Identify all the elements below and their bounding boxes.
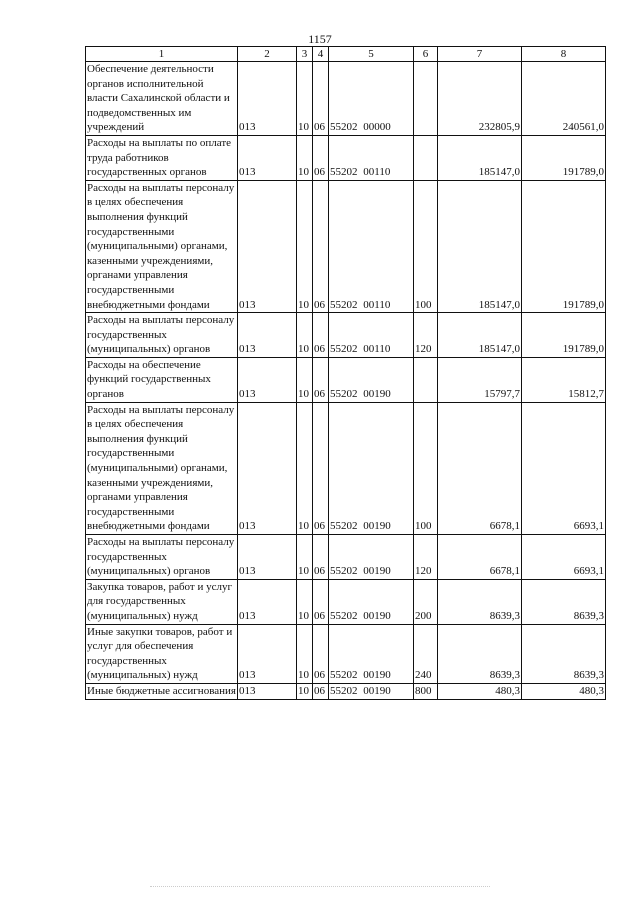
table-row: [86, 180, 606, 312]
section-code-cell: 10: [297, 135, 313, 180]
amount-year-1-cell: 15797,7: [438, 357, 522, 402]
row-name-cell: Расходы на выплаты по оплате труда работников государственных органов: [86, 135, 238, 180]
column-header: 8: [522, 47, 606, 62]
budget-table: [85, 46, 606, 700]
ministry-code-cell: 013: [238, 357, 297, 402]
section-code-cell: 10: [297, 313, 313, 358]
column-header: 4: [313, 47, 329, 62]
subsection-code-cell: 06: [313, 135, 329, 180]
ministry-code-cell: 013: [238, 62, 297, 136]
amount-year-1-cell: 185147,0: [438, 313, 522, 358]
subsection-code-cell: 06: [313, 402, 329, 534]
target-article-cell: 55202 00190: [329, 683, 414, 699]
subsection-code-cell: 06: [313, 683, 329, 699]
column-header: 5: [329, 47, 414, 62]
target-article-cell: 55202 00190: [329, 357, 414, 402]
section-code-cell: 10: [297, 683, 313, 699]
scan-artifact: [150, 886, 490, 889]
amount-year-1-cell: 6678,1: [438, 535, 522, 580]
expense-type-cell: [414, 357, 438, 402]
target-article-cell: 55202 00110: [329, 180, 414, 312]
ministry-code-cell: 013: [238, 579, 297, 624]
subsection-code-cell: 06: [313, 180, 329, 312]
ministry-code-cell: 013: [238, 180, 297, 312]
page-number: 1157: [308, 32, 332, 46]
row-name-cell: Расходы на выплаты персоналу в целях обеспечения выполнения функций государственными (муниципальными) органами, казенными учреждениями, органами управления государственными внебюджетными фондами: [86, 180, 238, 312]
column-header: 6: [414, 47, 438, 62]
expense-type-cell: 100: [414, 180, 438, 312]
target-article-cell: 55202 00110: [329, 313, 414, 358]
target-article-cell: 55202 00000: [329, 62, 414, 136]
row-name-cell: Расходы на обеспечение функций государственных органов: [86, 357, 238, 402]
amount-year-1-cell: 232805,9: [438, 62, 522, 136]
amount-year-2-cell: 191789,0: [522, 180, 606, 312]
subsection-code-cell: 06: [313, 62, 329, 136]
amount-year-2-cell: 191789,0: [522, 313, 606, 358]
row-name-cell: Обеспечение деятельности органов исполнительной власти Сахалинской области и подведомственных им учреждений: [86, 62, 238, 136]
target-article-cell: 55202 00190: [329, 624, 414, 683]
section-code-cell: 10: [297, 62, 313, 136]
expense-type-cell: 800: [414, 683, 438, 699]
subsection-code-cell: 06: [313, 357, 329, 402]
expense-type-cell: [414, 135, 438, 180]
amount-year-2-cell: 6693,1: [522, 535, 606, 580]
expense-type-cell: 200: [414, 579, 438, 624]
amount-year-1-cell: 8639,3: [438, 624, 522, 683]
amount-year-2-cell: 8639,3: [522, 624, 606, 683]
ministry-code-cell: 013: [238, 683, 297, 699]
section-code-cell: 10: [297, 535, 313, 580]
column-header: 7: [438, 47, 522, 62]
expense-type-cell: 120: [414, 535, 438, 580]
ministry-code-cell: 013: [238, 135, 297, 180]
row-name-cell: Расходы на выплаты персоналу в целях обеспечения выполнения функций государственными (муниципальными) органами, казенными учреждениями, органами управления государственными внебюджетными фондами: [86, 402, 238, 534]
row-name-cell: Расходы на выплаты персоналу государственных (муниципальных) органов: [86, 313, 238, 358]
section-code-cell: 10: [297, 579, 313, 624]
table-row: [86, 357, 606, 402]
amount-year-2-cell: 240561,0: [522, 62, 606, 136]
expense-type-cell: 100: [414, 402, 438, 534]
expense-type-cell: 240: [414, 624, 438, 683]
ministry-code-cell: 013: [238, 402, 297, 534]
amount-year-2-cell: 480,3: [522, 683, 606, 699]
column-header: 1: [86, 47, 238, 62]
row-name-cell: Иные бюджетные ассигнования: [86, 683, 238, 699]
table-row: [86, 624, 606, 683]
table-body: [86, 62, 606, 700]
amount-year-2-cell: 191789,0: [522, 135, 606, 180]
amount-year-1-cell: 185147,0: [438, 135, 522, 180]
ministry-code-cell: 013: [238, 624, 297, 683]
table-row: [86, 683, 606, 699]
amount-year-2-cell: 8639,3: [522, 579, 606, 624]
expense-type-cell: 120: [414, 313, 438, 358]
expense-type-cell: [414, 62, 438, 136]
table-row: [86, 135, 606, 180]
ministry-code-cell: 013: [238, 313, 297, 358]
ministry-code-cell: 013: [238, 535, 297, 580]
row-name-cell: Расходы на выплаты персоналу государственных (муниципальных) органов: [86, 535, 238, 580]
column-header: 2: [238, 47, 297, 62]
table-row: [86, 579, 606, 624]
column-header: 3: [297, 47, 313, 62]
section-code-cell: 10: [297, 402, 313, 534]
section-code-cell: 10: [297, 357, 313, 402]
section-code-cell: 10: [297, 180, 313, 312]
column-number-row: [86, 47, 606, 62]
table-row: [86, 535, 606, 580]
amount-year-1-cell: 480,3: [438, 683, 522, 699]
table-row: [86, 313, 606, 358]
amount-year-1-cell: 6678,1: [438, 402, 522, 534]
subsection-code-cell: 06: [313, 624, 329, 683]
amount-year-1-cell: 185147,0: [438, 180, 522, 312]
subsection-code-cell: 06: [313, 535, 329, 580]
section-code-cell: 10: [297, 624, 313, 683]
amount-year-1-cell: 8639,3: [438, 579, 522, 624]
table-row: [86, 402, 606, 534]
amount-year-2-cell: 6693,1: [522, 402, 606, 534]
target-article-cell: 55202 00190: [329, 579, 414, 624]
subsection-code-cell: 06: [313, 313, 329, 358]
subsection-code-cell: 06: [313, 579, 329, 624]
target-article-cell: 55202 00190: [329, 535, 414, 580]
target-article-cell: 55202 00190: [329, 402, 414, 534]
amount-year-2-cell: 15812,7: [522, 357, 606, 402]
row-name-cell: Иные закупки товаров, работ и услуг для обеспечения государственных (муниципальных) нужд: [86, 624, 238, 683]
row-name-cell: Закупка товаров, работ и услуг для государственных (муниципальных) нужд: [86, 579, 238, 624]
table-row: [86, 62, 606, 136]
target-article-cell: 55202 00110: [329, 135, 414, 180]
